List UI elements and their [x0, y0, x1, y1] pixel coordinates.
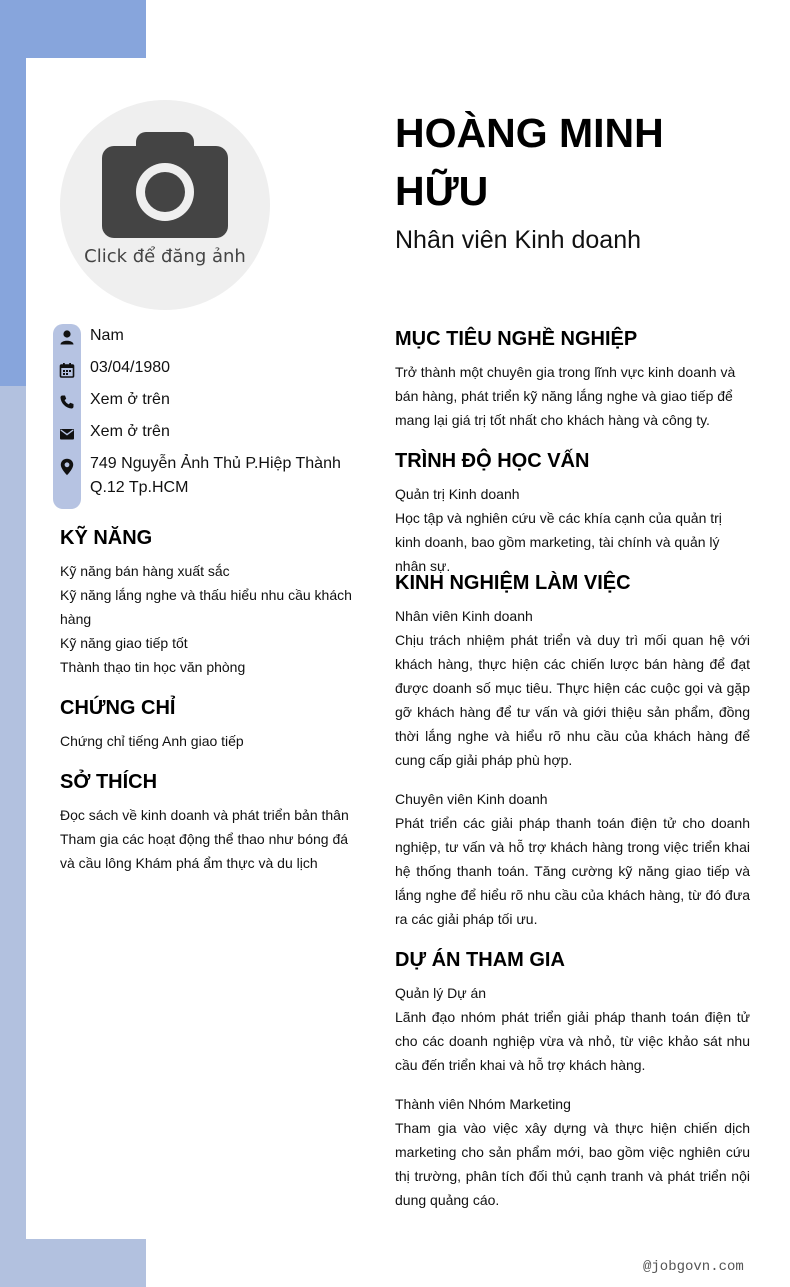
- footer-credit-link[interactable]: @jobgovn.com: [643, 1259, 744, 1275]
- person-icon: [59, 329, 75, 345]
- certificates-heading: CHỨNG CHỈ: [60, 697, 176, 719]
- candidate-name: HOÀNG MINH HỮU: [395, 110, 664, 214]
- photo-upload-button[interactable]: [60, 100, 270, 310]
- job-title: Nhân viên Kinh doanh: [395, 226, 642, 254]
- contact-address: 749 Nguyễn Ảnh Thủ P.Hiệp Thành Q.12 Tp.HCM: [90, 455, 341, 496]
- contact-phone: Xem ở trên: [90, 391, 170, 408]
- projects-heading: DỰ ÁN THAM GIA: [395, 949, 565, 971]
- skills-list: [60, 559, 352, 679]
- certificate-item: Chứng chỉ tiếng Anh giao tiếp: [60, 733, 244, 749]
- phone-icon: [59, 394, 75, 410]
- skill-item: Kỹ năng bán hàng xuất sắc: [60, 563, 230, 579]
- education-text: Học tập và nghiên cứu về các khía cạnh của quản trị kinh doanh, bao gồm marketing, tài chính và quản lý nhân sự.: [395, 510, 722, 574]
- objective-text: Trở thành một chuyên gia trong lĩnh vực kinh doanh và bán hàng, phát triển kỹ năng lắng nghe và giao tiếp để mang lại giá trị tốt nhất cho khách hàng và công ty.: [395, 364, 736, 428]
- experience-description: Chịu trách nhiệm phát triển và duy trì mối quan hệ với khách hàng, thực hiện các chiến lược bán hàng để đạt được doanh số mục tiêu. Thực hiện các cuộc gọi và gặp gỡ khách hàng để tư vấn và giới thiệu sản phẩm, đồng thời lắng nghe và hiểu rõ nhu cầu của khách hàng để cung cấp giải pháp phù hợp.: [395, 632, 750, 768]
- project-role: Quản lý Dự án: [395, 985, 487, 1001]
- objective-heading: MỤC TIÊU NGHỀ NGHIỆP: [395, 328, 638, 350]
- experience-role: Nhân viên Kinh doanh: [395, 608, 533, 624]
- skill-item: Kỹ năng giao tiếp tốt: [60, 635, 188, 651]
- contact-gender: Nam: [90, 327, 124, 344]
- email-icon: [59, 426, 75, 442]
- hobbies-heading: SỞ THÍCH: [60, 771, 158, 793]
- skills-heading: KỸ NĂNG: [60, 527, 153, 549]
- certificates-list: [60, 729, 352, 753]
- project-role: Thành viên Nhóm Marketing: [395, 1096, 571, 1112]
- calendar-icon: [59, 362, 75, 378]
- education-heading: TRÌNH ĐỘ HỌC VẤN: [395, 450, 590, 472]
- skill-item: Thành thạo tin học văn phòng: [60, 659, 246, 675]
- contact-birthdate: 03/04/1980: [90, 359, 171, 376]
- education-major: Quản trị Kinh doanh: [395, 486, 520, 502]
- decor-bottom-left: [0, 1239, 146, 1287]
- experience-description: Phát triển các giải pháp thanh toán điện tử cho doanh nghiệp, tư vấn và hỗ trợ khách hàng trong việc triển khai hệ thống thanh toán. Tăng cường kỹ năng giao tiếp và lắng nghe để hiểu rõ nhu cầu của khách hàng, từ đó đưa ra các giải pháp tối ưu.: [395, 815, 750, 927]
- contact-email: Xem ở trên: [90, 423, 170, 440]
- decor-left-strip: [0, 386, 26, 1287]
- photo-upload-label: Click để đăng ảnh: [84, 246, 246, 267]
- experience-role: Chuyên viên Kinh doanh: [395, 791, 548, 807]
- project-description: Lãnh đạo nhóm phát triển giải pháp thanh toán điện tử cho các doanh nghiệp vừa và nhỏ, từ việc khảo sát nhu cầu đến triển khai và hỗ trợ khách hàng.: [395, 1009, 750, 1073]
- project-description: Tham gia vào việc xây dựng và thực hiện chiến dịch marketing cho sản phẩm mới, bao gồm việc nghiên cứu thị trường, phân tích đối thủ cạnh tranh và phát triển nội dung quảng cáo.: [395, 1120, 750, 1208]
- skill-item: Kỹ năng lắng nghe và thấu hiểu nhu cầu khách hàng: [60, 587, 352, 627]
- hobbies-text: Đọc sách về kinh doanh và phát triển bản thân Tham gia các hoạt động thể thao như bóng đá và cầu lông Khám phá ẩm thực và du lịch: [60, 807, 349, 871]
- contact-icon-bar: [53, 324, 81, 509]
- location-pin-icon: [59, 458, 75, 476]
- experience-heading: KINH NGHIỆM LÀM VIỆC: [395, 572, 631, 594]
- camera-icon: [102, 130, 228, 240]
